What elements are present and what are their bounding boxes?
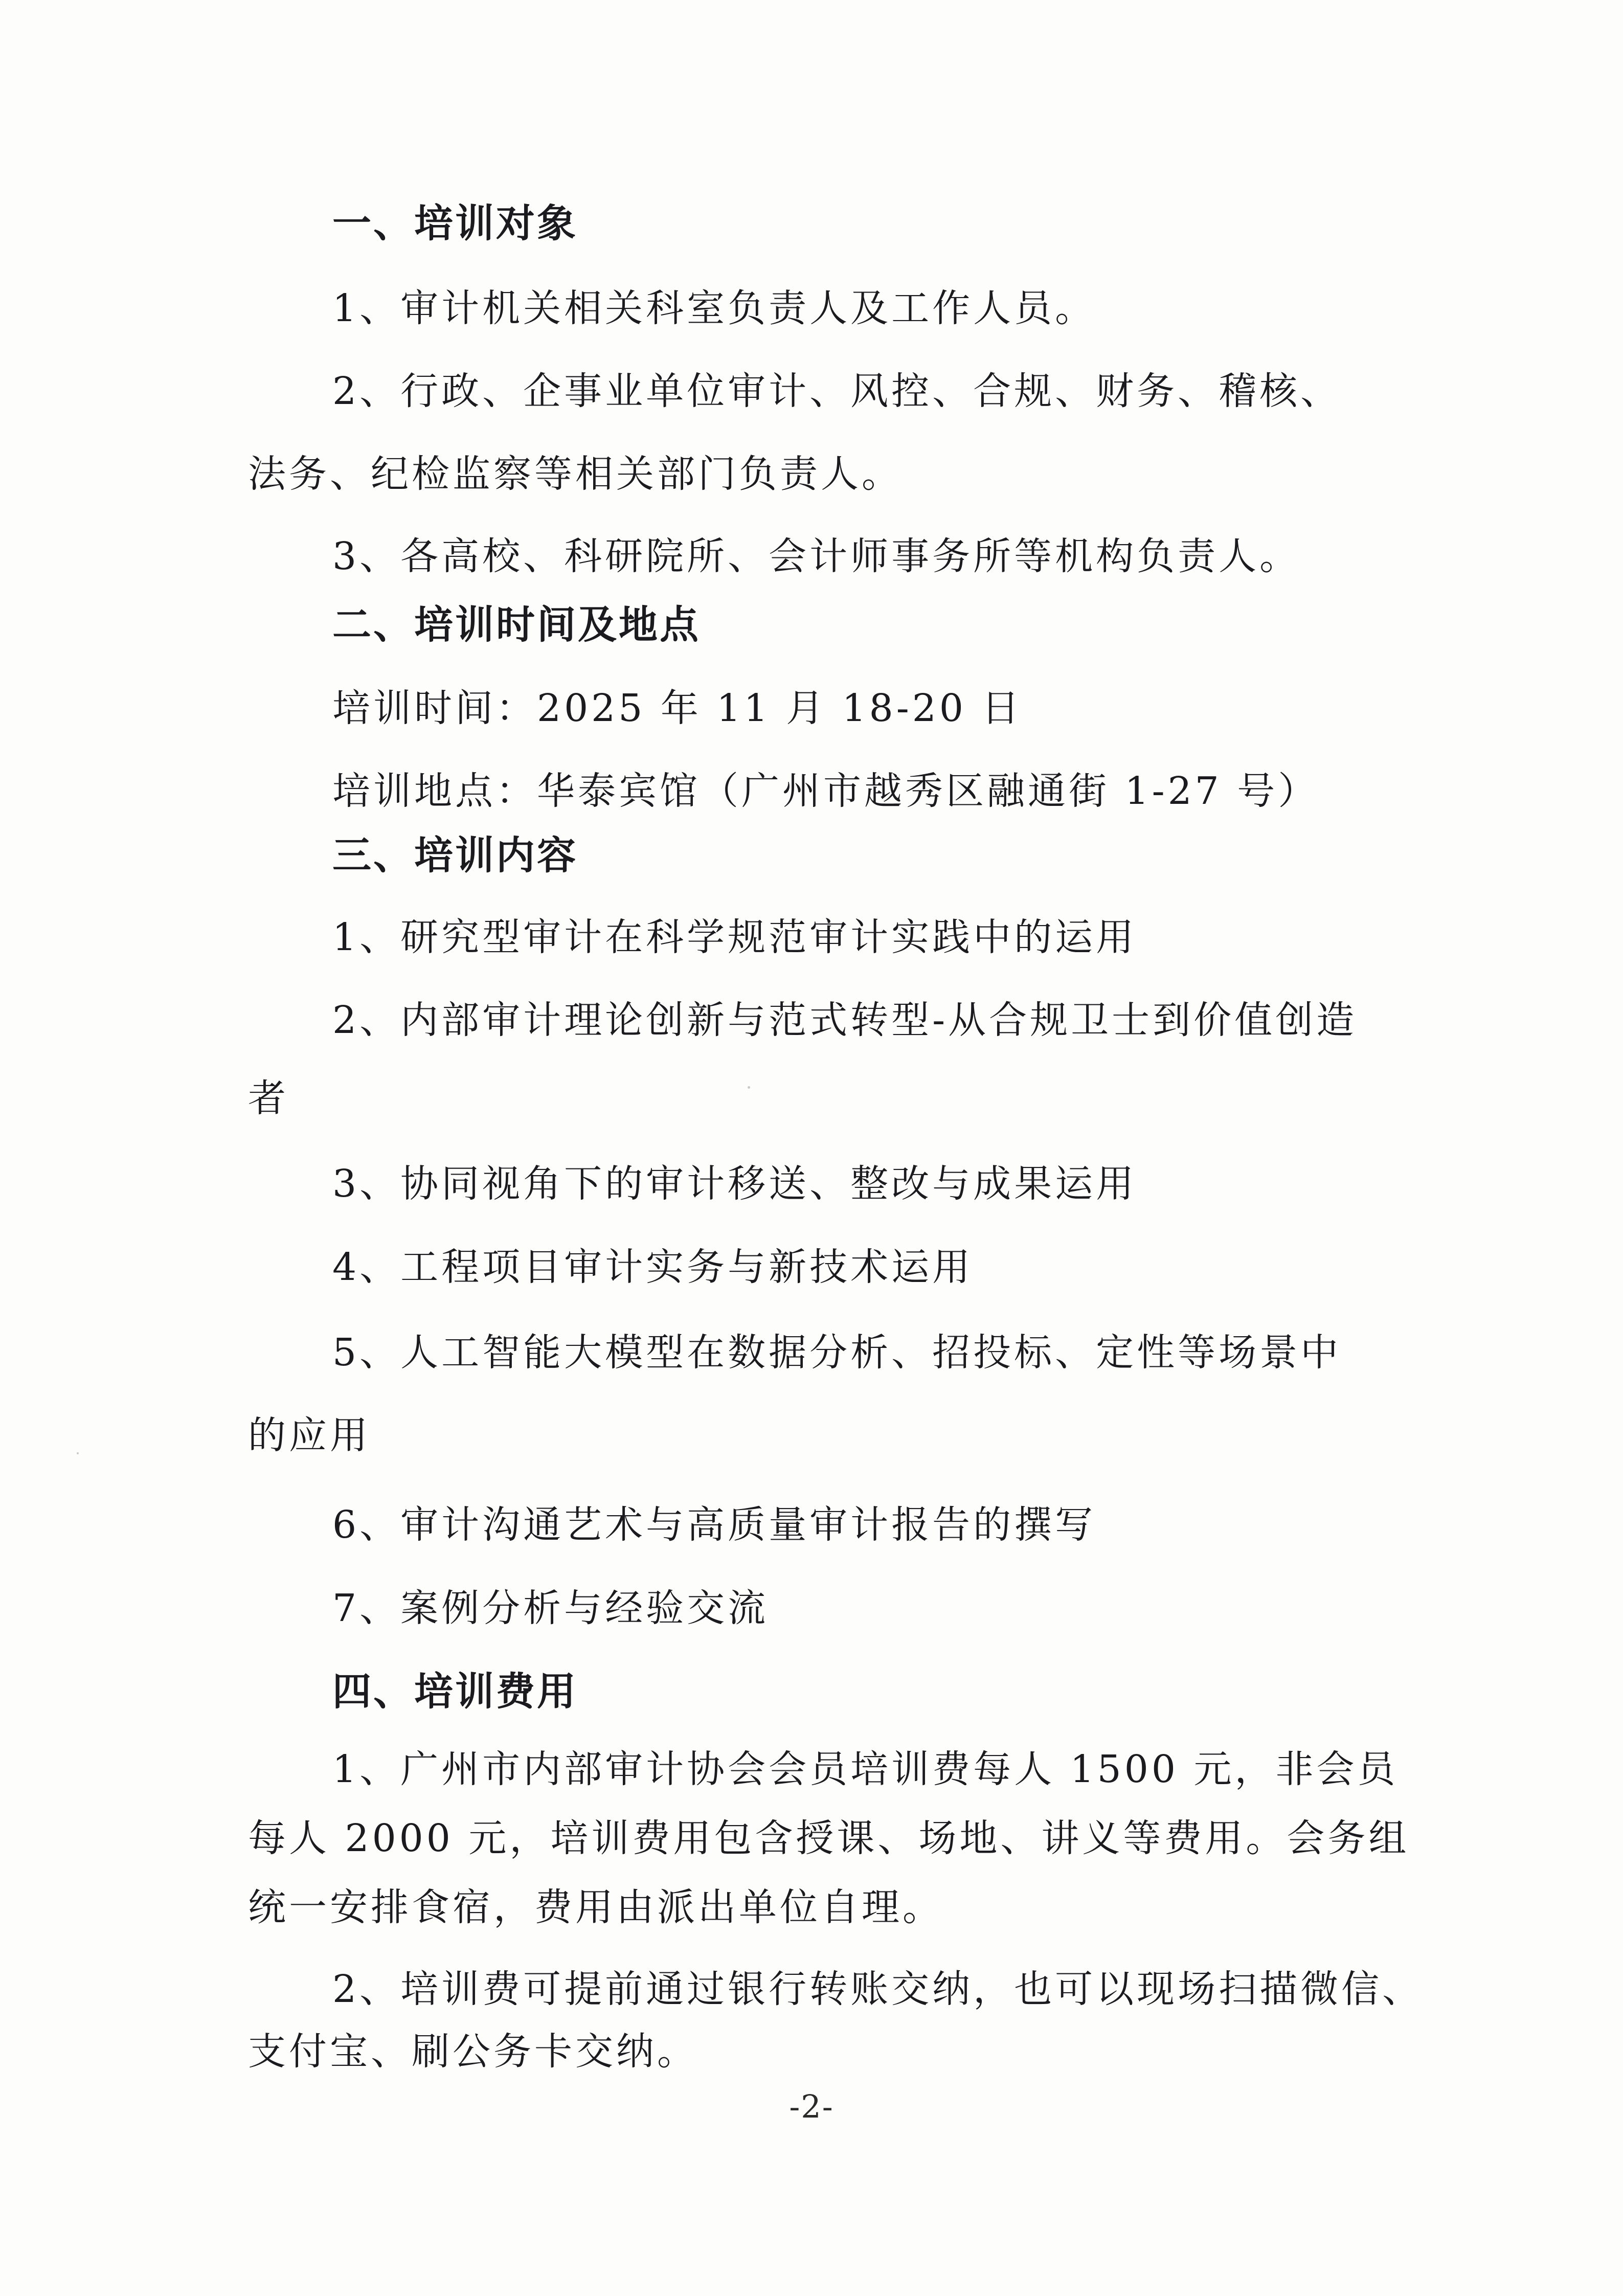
paragraph-line: 3、各高校、科研院所、会计师事务所等机构负责人。: [332, 534, 1301, 578]
section-heading: 一、培训对象: [332, 200, 578, 246]
paragraph-line: 1、审计机关相关科室负责人及工作人员。: [332, 286, 1096, 330]
section-heading: 三、培训内容: [332, 832, 578, 878]
section-heading: 四、培训费用: [332, 1669, 578, 1714]
paragraph-line: 1、研究型审计在科学规范审计实践中的运用: [332, 915, 1137, 959]
paragraph-line: 3、协同视角下的审计移送、整改与成果运用: [332, 1162, 1137, 1206]
paragraph-line: 每人 2000 元，培训费用包含授课、场地、讲义等费用。会务组: [248, 1816, 1410, 1860]
paragraph-line: 2、内部审计理论创新与范式转型-从合规卫士到价值创造: [332, 998, 1358, 1042]
paragraph-line: 2、行政、企事业单位审计、风控、合规、财务、稽核、: [332, 369, 1342, 413]
paragraph-line: 4、工程项目审计实务与新技术运用: [332, 1245, 974, 1289]
paragraph-line: 培训地点：华泰宾馆（广州市越秀区融通街 1-27 号）: [332, 769, 1319, 813]
paragraph-line: 1、广州市内部审计协会会员培训费每人 1500 元，非会员: [332, 1747, 1399, 1791]
scan-speck: [77, 1452, 79, 1454]
paragraph-line: 培训时间：2025 年 11 月 18-20 日: [332, 686, 1023, 730]
page-number: -2-: [789, 2088, 834, 2125]
paragraph-line: 者: [248, 1076, 289, 1120]
paragraph-line: 5、人工智能大模型在数据分析、招投标、定性等场景中: [332, 1331, 1342, 1375]
paragraph-line: 的应用: [248, 1413, 371, 1457]
paragraph-line: 支付宝、刷公务卡交纳。: [248, 2030, 698, 2074]
paragraph-line: 7、案例分析与经验交流: [332, 1586, 769, 1630]
paragraph-line: 统一安排食宿，费用由派出单位自理。: [248, 1885, 943, 1929]
paragraph-line: 2、培训费可提前通过银行转账交纳，也可以现场扫描微信、: [332, 1967, 1424, 2011]
paragraph-line: 法务、纪检监察等相关部门负责人。: [248, 452, 903, 496]
section-heading: 二、培训时间及地点: [332, 602, 701, 647]
scan-speck: [748, 1086, 750, 1089]
paragraph-line: 6、审计沟通艺术与高质量审计报告的撰写: [332, 1503, 1096, 1547]
